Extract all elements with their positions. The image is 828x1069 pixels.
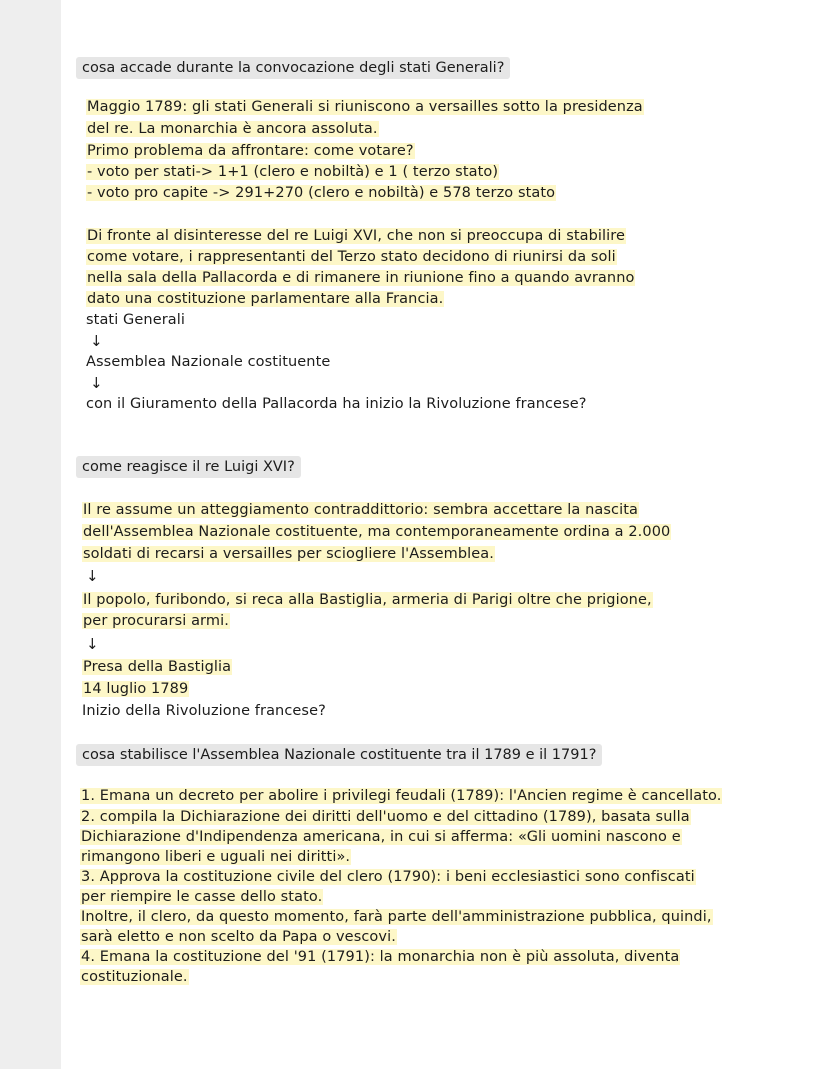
text-line: Maggio 1789: gli stati Generali si riuniscono a versailles sotto la presidenza	[87, 99, 643, 115]
text-line: dato una costituzione parlamentare alla Francia.	[87, 291, 444, 307]
text-line: - voto pro capite -> 291+270 (clero e nobiltà) e 578 terzo stato	[87, 185, 556, 201]
text-line: per riempire le casse dello stato.	[81, 889, 323, 905]
text-line: con il Giuramento della Pallacorda ha inizio la Rivoluzione francese?	[86, 396, 587, 412]
text-line: Primo problema da affrontare: come votare?	[87, 143, 414, 159]
text-line: 2. compila la Dichiarazione dei diritti dell'uomo e del cittadino (1789), basata sulla	[81, 809, 690, 825]
text-line: sarà eletto e non scelto da Papa o vescovi.	[81, 929, 396, 945]
text-line: Inoltre, il clero, da questo momento, farà parte dell'amministrazione pubblica, quindi,	[81, 909, 712, 925]
text-line: Di fronte al disinteresse del re Luigi XVI, che non si preoccupa di stabilire	[87, 228, 626, 244]
text-line: costituzionale.	[81, 969, 188, 985]
text-line: del re. La monarchia è ancora assoluta.	[87, 121, 378, 137]
text-line: - voto per stati-> 1+1 (clero e nobiltà) e 1 ( terzo stato)	[87, 164, 499, 180]
left-margin-bar	[0, 0, 61, 1069]
text-line: per procurarsi armi.	[83, 613, 229, 629]
text-line: Il popolo, furibondo, si reca alla Bastiglia, armeria di Parigi oltre che prigione,	[83, 592, 652, 608]
down-arrow-icon: ↓	[86, 567, 99, 585]
text-line: nella sala della Pallacorda e di rimanere in riunione fino a quando avranno	[87, 270, 635, 286]
text-line: stati Generali	[86, 312, 186, 328]
text-line: Il re assume un atteggiamento contraddittorio: sembra accettare la nascita	[83, 502, 638, 518]
text-line: Presa della Bastiglia	[83, 659, 232, 675]
text-line: come votare, i rappresentanti del Terzo stato decidono di riunirsi da soli	[87, 249, 616, 265]
text-line: Dichiarazione d'Indipendenza americana, in cui si afferma: «Gli uomini nascono e	[81, 829, 681, 845]
question-heading-3: cosa stabilisce l'Assemblea Nazionale costituente tra il 1789 e il 1791?	[76, 744, 602, 766]
text-line: 1. Emana un decreto per abolire i privilegi feudali (1789): l'Ancien regime è cancellato.	[81, 788, 722, 804]
down-arrow-icon: ↓	[90, 332, 103, 350]
question-heading-2: come reagisce il re Luigi XVI?	[76, 456, 301, 478]
text-line: 14 luglio 1789	[83, 681, 189, 697]
down-arrow-icon: ↓	[86, 635, 99, 653]
text-line: Inizio della Rivoluzione francese?	[82, 703, 326, 719]
text-line: Assemblea Nazionale costituente	[86, 354, 331, 370]
text-line: dell'Assemblea Nazionale costituente, ma contemporaneamente ordina a 2.000	[83, 524, 671, 540]
text-line: rimangono liberi e uguali nei diritti».	[81, 849, 351, 865]
text-line: soldati di recarsi a versailles per sciogliere l'Assemblea.	[83, 546, 494, 562]
text-line: 4. Emana la costituzione del '91 (1791): la monarchia non è più assoluta, diventa	[81, 949, 680, 965]
text-line: 3. Approva la costituzione civile del clero (1790): i beni ecclesiastici sono confiscati	[81, 869, 695, 885]
down-arrow-icon: ↓	[90, 374, 103, 392]
question-heading-1: cosa accade durante la convocazione degli stati Generali?	[76, 57, 510, 79]
